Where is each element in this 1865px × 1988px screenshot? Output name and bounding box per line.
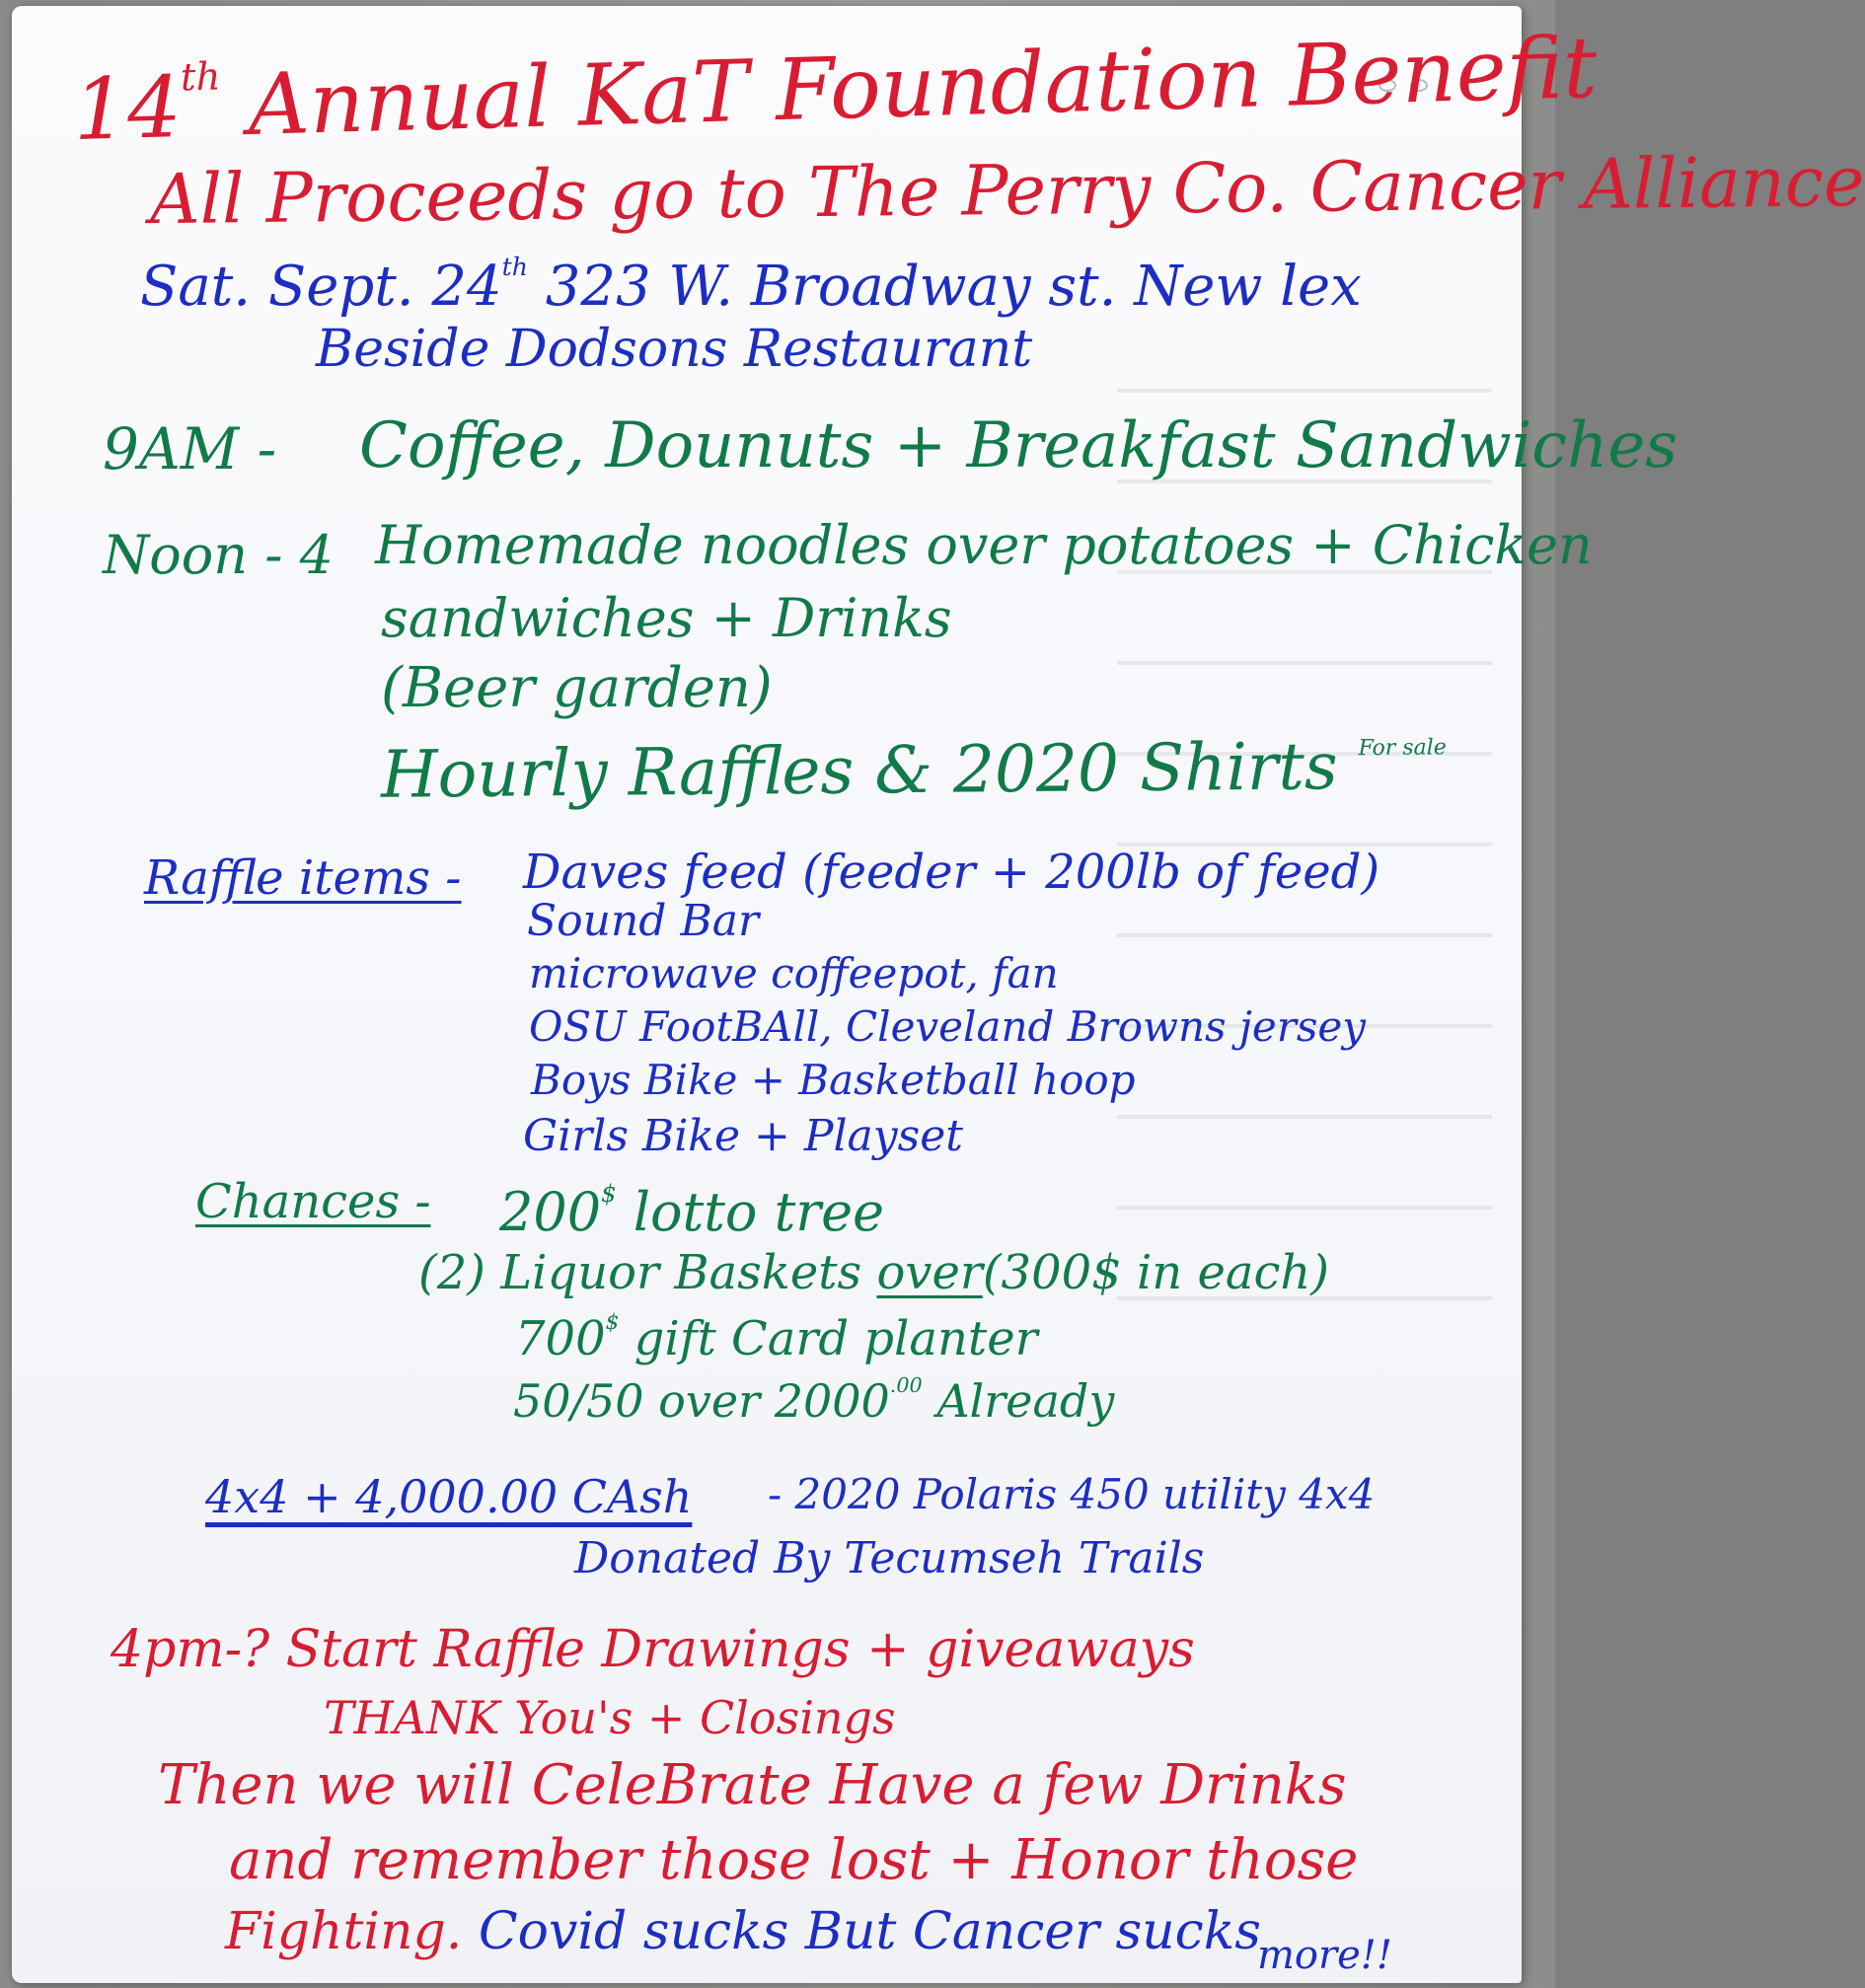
closing-more: more!! (1257, 1933, 1392, 1978)
grand-prize-item: - 2020 Polaris 450 utility 4x4 (768, 1470, 1376, 1518)
closing-line: and remember those lost + Honor those (229, 1828, 1359, 1892)
schedule-noon-line-3: (Beer garden) (381, 656, 773, 720)
shirts-for-sale-note: For sale (1358, 735, 1447, 762)
chance-count: (2) (418, 1245, 485, 1300)
chance-amount: 200 (499, 1181, 602, 1244)
chance-unit: .00 (889, 1373, 923, 1397)
title-number: 14 (71, 57, 184, 160)
raffle-items-label: Raffle items - (144, 850, 462, 906)
hourly-raffles-line (380, 728, 1448, 813)
chances-label: Chances - (195, 1174, 431, 1229)
event-date: Sat. Sept. 24 (140, 255, 502, 320)
chance-extra: (300$ in each) (982, 1245, 1330, 1300)
chance-text: gift Card planter (634, 1310, 1038, 1366)
chance-amount: Liquor Baskets (500, 1245, 862, 1300)
chance-text: Already (936, 1373, 1115, 1428)
chance-text: lotto tree (633, 1181, 885, 1244)
raffle-item: Boys Bike + Basketball hoop (531, 1056, 1136, 1104)
schedule-noon-line-2: sandwiches + Drinks (381, 587, 952, 649)
chance-item (513, 1373, 1115, 1428)
closing-line: THANK You's + Closings (324, 1691, 896, 1744)
closing-final-line (225, 1902, 1261, 1961)
hourly-raffles-text: Hourly Raffles & 2020 Shirts (380, 728, 1339, 813)
closing-line: Then we will CeleBrate Have a few Drinks (158, 1753, 1347, 1817)
raffle-item: Daves feed (feeder + 200lb of feed) (523, 845, 1380, 900)
chance-item (418, 1245, 1330, 1300)
chance-text: over (876, 1245, 983, 1300)
event-date-ordinal: th (501, 253, 528, 281)
title-text: Annual KaT Foundation Benefit (247, 18, 1599, 156)
chance-amount: 700 (515, 1310, 606, 1366)
event-address: 323 W. Broadway st. New lex (545, 255, 1362, 320)
fighting-word: Fighting. (225, 1902, 463, 1961)
schedule-morning-menu: Coffee, Dounuts + Breakfast Sandwiches (359, 409, 1678, 482)
chance-amount: 50/50 over 2000 (513, 1373, 890, 1428)
schedule-noon-line-1: Homemade noodles over potatoes + Chicken (375, 514, 1593, 576)
grand-prize-donor: Donated By Tecumseh Trails (574, 1533, 1205, 1583)
event-date-address (140, 253, 1362, 320)
chance-item (499, 1179, 885, 1244)
raffle-item: OSU FootBAll, Cleveland Browns jersey (529, 1002, 1366, 1051)
schedule-time-morning: 9AM - (103, 415, 277, 482)
raffle-item: Girls Bike + Playset (523, 1111, 963, 1161)
covid-line: Covid sucks But Cancer sucks (478, 1902, 1261, 1961)
event-location: Beside Dodsons Restaurant (316, 320, 1033, 379)
grand-prize-label: 4x4 + 4,000.00 CAsh (205, 1470, 693, 1523)
schedule-time-noon: Noon - 4 (103, 524, 334, 586)
event-subtitle: All Proceeds go to The Perry Co. Cancer Alliance (149, 140, 1865, 241)
event-title (71, 18, 1599, 160)
chance-item (515, 1310, 1038, 1366)
chance-unit: $ (605, 1310, 620, 1335)
closing-line: 4pm-? Start Raffle Drawings + giveaways (111, 1620, 1195, 1679)
raffle-item: microwave coffeepot, fan (529, 949, 1059, 997)
title-ordinal: th (180, 54, 222, 101)
handwritten-flyer-page (12, 6, 1865, 1983)
raffle-item: Sound Bar (527, 896, 760, 946)
chance-unit: $ (601, 1179, 617, 1208)
